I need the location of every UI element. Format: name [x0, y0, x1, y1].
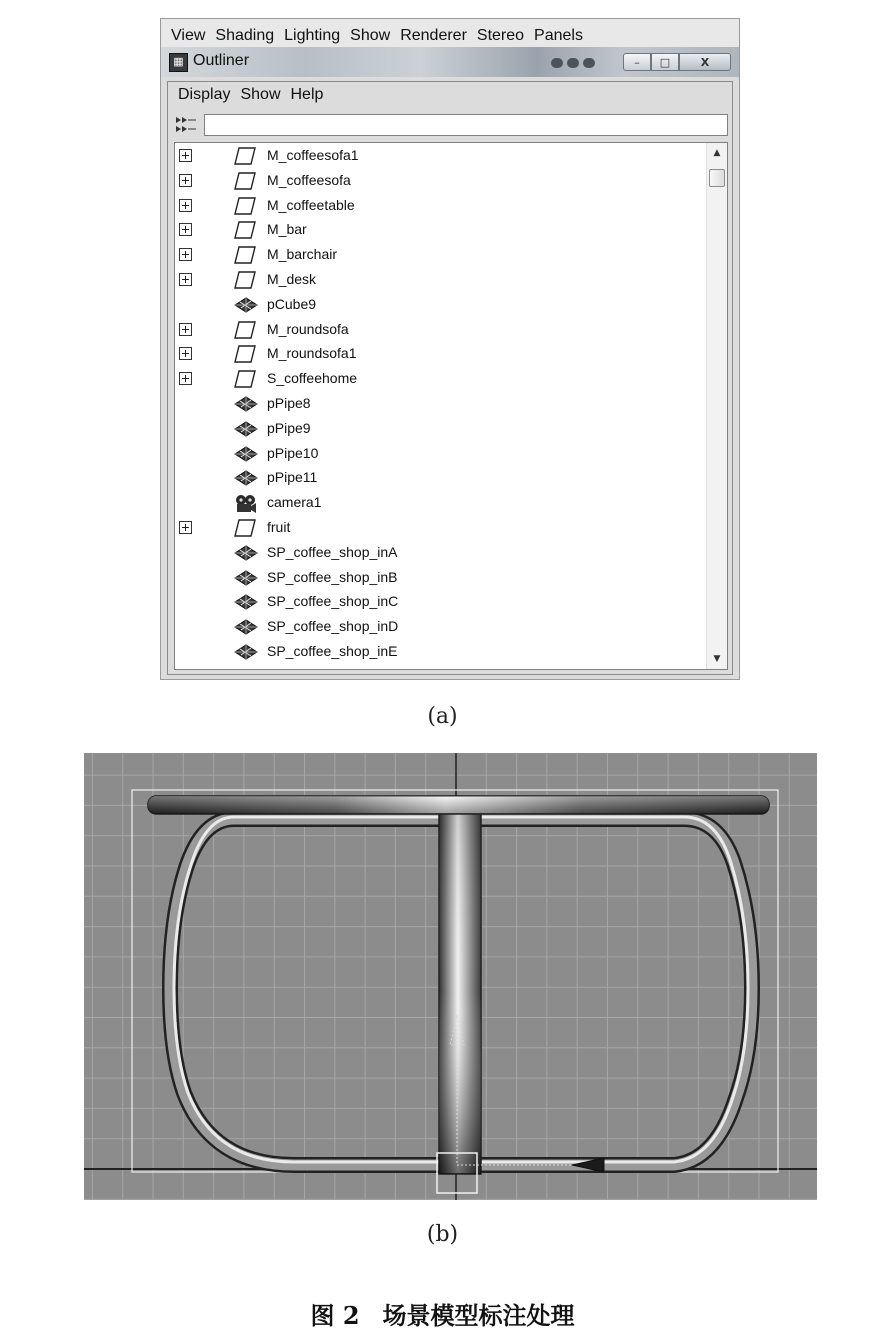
mesh-icon	[233, 468, 257, 488]
seat-top-shade	[148, 796, 769, 814]
outliner-item-S_coffeehome[interactable]	[175, 367, 705, 392]
menu-lighting[interactable]: Lighting	[284, 27, 341, 44]
outliner-item-label: pPipe9	[267, 419, 311, 436]
expand-plus-icon[interactable]	[179, 273, 192, 286]
mesh-icon	[233, 444, 257, 464]
vertical-scrollbar[interactable]	[706, 143, 727, 669]
outliner-item-label: M_coffeetable	[267, 196, 355, 213]
mesh-icon	[233, 617, 257, 637]
outliner-item-label: SP_coffee_shop_inD	[267, 618, 399, 635]
expand-plus-icon[interactable]	[179, 521, 192, 534]
menu-display[interactable]: Display	[178, 86, 231, 103]
outliner-item-SP_coffee_shop_inB[interactable]	[175, 566, 705, 591]
outliner-panel	[167, 81, 733, 675]
outliner-item-label: M_coffeesofa1	[267, 147, 359, 163]
outliner-titlebar[interactable]	[161, 47, 739, 77]
outliner-item-fruit[interactable]	[175, 516, 705, 541]
blur-dot	[583, 58, 595, 68]
outliner-item-label: M_roundsofa1	[267, 345, 357, 362]
center-post-shade	[439, 808, 481, 1174]
transform-icon	[233, 171, 257, 191]
figure-title: 场景模型标注处理	[382, 1301, 575, 1330]
mesh-icon	[233, 543, 257, 563]
outliner-item-label: pCube9	[267, 295, 317, 312]
caption-a: (a)	[427, 704, 458, 729]
viewport-canvas[interactable]	[84, 753, 817, 1200]
menu-stereo[interactable]: Stereo	[476, 27, 525, 44]
mesh-icon	[233, 295, 257, 315]
menu-view[interactable]: View	[171, 27, 206, 44]
outliner-item-M_bar[interactable]	[175, 218, 705, 243]
menu-help[interactable]: Help	[290, 86, 324, 103]
outliner-item-label: M_roundsofa	[267, 320, 349, 337]
close-button[interactable]: X	[679, 53, 731, 71]
transform-icon	[233, 220, 257, 240]
transform-icon	[233, 245, 257, 265]
outliner-item-label: SP_coffee_shop_inC	[267, 593, 399, 610]
outliner-item-M_roundsofa[interactable]	[175, 318, 705, 343]
expand-plus-icon[interactable]	[179, 174, 192, 187]
outliner-item-label: pPipe8	[267, 395, 311, 411]
outliner-item-label: S_coffeehome	[267, 370, 358, 387]
transform-icon	[233, 146, 257, 166]
expand-plus-icon[interactable]	[179, 149, 192, 162]
outliner-item-M_coffeesofa1[interactable]	[175, 144, 705, 169]
transform-icon	[233, 320, 257, 340]
outliner-item-pPipe10[interactable]	[175, 442, 705, 467]
outliner-item-pPipe9[interactable]	[175, 417, 705, 442]
camera-icon	[233, 493, 257, 513]
menu-renderer[interactable]: Renderer	[400, 27, 467, 44]
outliner-item-M_coffeetable[interactable]	[175, 194, 705, 219]
expand-plus-icon[interactable]	[179, 248, 192, 261]
menu-shading[interactable]: Shading	[215, 27, 275, 44]
scroll-thumb[interactable]	[709, 169, 725, 187]
outliner-list[interactable]	[174, 142, 728, 670]
outliner-item-label: SP_coffee_shop_inA	[267, 543, 398, 560]
expand-plus-icon[interactable]	[179, 323, 192, 336]
maya-outliner-icon: ▦	[169, 53, 188, 72]
outliner-item-label: SP_coffee_shop_inE	[267, 643, 398, 659]
blur-dot	[551, 58, 563, 68]
outliner-item-label: fruit	[267, 519, 291, 535]
outliner-item-M_roundsofa1[interactable]	[175, 342, 705, 367]
mesh-icon	[233, 394, 257, 414]
outliner-item-SP_coffee_shop_inD[interactable]	[175, 615, 705, 640]
menu-show[interactable]: Show	[350, 27, 391, 44]
caption-b: (b)	[426, 1222, 459, 1247]
transform-icon	[233, 518, 257, 538]
mesh-icon	[233, 642, 257, 662]
viewport-figure	[84, 753, 817, 1200]
transform-icon	[233, 270, 257, 290]
scroll-up-arrow-icon[interactable]: ▲	[713, 148, 721, 158]
panel-menubar	[161, 19, 739, 47]
transform-icon	[233, 196, 257, 216]
outliner-item-label: camera1	[267, 494, 322, 511]
expand-plus-icon[interactable]	[179, 199, 192, 212]
transform-icon	[233, 344, 257, 364]
expand-plus-icon[interactable]	[179, 347, 192, 360]
outliner-item-M_coffeesofa[interactable]	[175, 169, 705, 194]
menu-outliner-show[interactable]: Show	[240, 86, 281, 103]
mesh-icon	[233, 419, 257, 439]
scroll-down-arrow-icon[interactable]: ▼	[713, 654, 721, 664]
minimize-button[interactable]: –	[623, 53, 651, 71]
figure-caption	[0, 1296, 885, 1331]
expand-plus-icon[interactable]	[179, 372, 192, 385]
window-title: Outliner	[193, 52, 250, 69]
expand-plus-icon[interactable]	[179, 223, 192, 236]
outliner-item-label: M_bar	[267, 221, 307, 238]
bar-stool-model[interactable]	[148, 796, 769, 1193]
mesh-icon	[233, 568, 257, 588]
outliner-item-pPipe8[interactable]	[175, 392, 705, 417]
filter-input[interactable]	[204, 114, 728, 136]
outliner-item-SP_coffee_shop_inA[interactable]	[175, 541, 705, 566]
outliner-item-label: M_barchair	[267, 246, 338, 263]
maximize-button[interactable]: □	[651, 53, 679, 71]
outliner-item-M_desk[interactable]	[175, 268, 705, 293]
outliner-item-camera1[interactable]	[175, 491, 705, 516]
outliner-item-label: pPipe11	[267, 469, 318, 486]
outliner-item-M_barchair[interactable]	[175, 243, 705, 268]
outliner-item-label: pPipe10	[267, 444, 319, 461]
blur-dot	[567, 58, 579, 68]
outliner-item-pCube9[interactable]	[175, 293, 705, 318]
filter-toggle-icon[interactable]	[174, 114, 198, 136]
figure-number: 图 2	[310, 1301, 360, 1330]
outliner-item-SP_coffee_shop_inC[interactable]	[175, 590, 705, 615]
outliner-item-pPipe11[interactable]	[175, 466, 705, 491]
outliner-item-label: SP_coffee_shop_inB	[267, 568, 398, 585]
outliner-item-SP_coffee_shop_inE[interactable]	[175, 640, 705, 665]
transform-icon	[233, 369, 257, 389]
outliner-menubar	[168, 86, 333, 108]
outliner-figure	[160, 18, 740, 680]
menu-panels[interactable]: Panels	[534, 27, 583, 44]
outliner-item-label: M_desk	[267, 271, 317, 287]
mesh-icon	[233, 592, 257, 612]
outliner-item-label: M_coffeesofa	[267, 171, 351, 188]
